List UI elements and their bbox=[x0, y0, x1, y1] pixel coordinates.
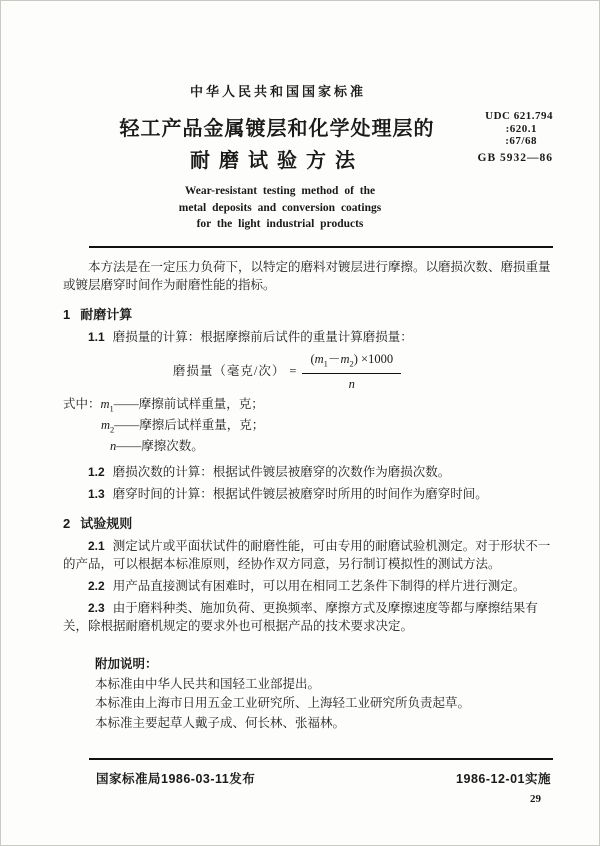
where-row-n: n——摩擦次数。 bbox=[110, 439, 204, 453]
note-line-drafted-by: 本标准由上海市日用五金工业研究所、上海轻工业研究所负责起草。 bbox=[95, 696, 471, 710]
section-1-heading bbox=[63, 306, 551, 324]
standard-number: GB 5932—86 bbox=[477, 151, 553, 164]
variable-m1: m bbox=[314, 351, 324, 366]
where-row-m2: $m_2——$摩擦后试样重量，克； bbox=[101, 418, 265, 435]
note-line-drafters: 本标准主要起草人戴子成、何长林、张福林。 bbox=[95, 715, 346, 730]
section-2-number: 2 bbox=[63, 516, 71, 531]
clause-1-3-text: 磨穿时间的计算：根据试件镀层被磨穿时所用的时间作为磨穿时间。 bbox=[112, 487, 488, 501]
clause-1-3 bbox=[63, 485, 551, 503]
udc-classification-block bbox=[478, 110, 554, 164]
variable-m2: m bbox=[340, 351, 350, 366]
document-title-en bbox=[1, 183, 559, 233]
section-2-heading bbox=[63, 515, 551, 533]
document-title-en-line3: for the light industrial products bbox=[196, 218, 364, 230]
clause-2-1-text: 测定试片或平面状试件的耐磨性能，可由专用的耐磨试验机测定。对于形状不一的产品，可以根据本标准原则，经协作双方同意，另行制订模拟性的测试方法。 bbox=[63, 539, 551, 571]
wear-loss-formula bbox=[63, 350, 511, 394]
clause-2-3-number: 2.3 bbox=[88, 601, 105, 615]
clause-1-2-number: 1.2 bbox=[88, 465, 105, 479]
footer-divider-rule bbox=[89, 758, 553, 760]
clause-2-2 bbox=[63, 577, 551, 595]
where-label: 式中： bbox=[63, 397, 101, 411]
formula-variable-definitions bbox=[63, 396, 551, 459]
note-line-proposed-by: 本标准由中华人民共和国轻工业部提出。 bbox=[95, 676, 321, 691]
clause-2-1-number: 2.1 bbox=[88, 539, 105, 553]
formula-numerator: $(m_1-m_2) \times 1000$ bbox=[302, 350, 401, 375]
clause-1-3-number: 1.3 bbox=[88, 487, 105, 501]
document-body bbox=[63, 258, 551, 734]
clause-1-1 bbox=[63, 328, 551, 346]
notes-heading: 附加说明： bbox=[95, 657, 158, 671]
clause-2-3-text: 由于磨料种类、施加负荷、更换频率、摩擦方式及摩擦速度等都与摩擦结果有关，除根据耐磨机规定的要求外也可根据产品的技术要求决定。 bbox=[63, 601, 538, 633]
clause-2-1 bbox=[63, 537, 551, 573]
section-1-number: 1 bbox=[63, 306, 71, 322]
page-number: 29 bbox=[530, 793, 541, 805]
udc-code-line3: :67/68 bbox=[505, 135, 537, 147]
formula-denominator: n bbox=[348, 377, 355, 391]
formula-factor: ×1000 bbox=[357, 351, 394, 366]
udc-code-line2: :620.1 bbox=[505, 122, 537, 135]
page-footer bbox=[1, 758, 599, 787]
header-divider-rule bbox=[89, 246, 553, 248]
clause-1-1-number: 1.1 bbox=[88, 329, 105, 344]
formula-lhs: 磨损量（毫克/次） bbox=[172, 364, 286, 379]
document-title-en-line2: metal deposits and conversion coatings bbox=[178, 201, 382, 214]
clause-2-3 bbox=[63, 599, 551, 635]
document-title-cn-line1: 轻工产品金属镀层和化学处理层的 bbox=[119, 118, 435, 140]
section-1-title: 耐磨计算 bbox=[80, 306, 133, 322]
clause-1-2-text: 磨损次数的计算：根据试件镀层被磨穿的次数作为磨损次数。 bbox=[112, 465, 451, 479]
document-title-en-line1: Wear-resistant testing method of the bbox=[184, 185, 376, 197]
footer-dates-row bbox=[96, 769, 551, 787]
clause-1-1-text: 磨损量的计算：根据摩擦前后试件的重量计算磨损量： bbox=[112, 329, 413, 344]
section-2-title: 试验规则 bbox=[80, 516, 133, 531]
clause-1-2 bbox=[63, 463, 551, 481]
additional-notes bbox=[63, 655, 551, 733]
clause-2-2-text: 用产品直接测试有困难时，可以用在相同工艺条件下制得的样片进行测定。 bbox=[112, 579, 526, 593]
effective-date: 1986-12-01实施 bbox=[456, 772, 551, 786]
udc-code-line1: UDC 621.794 bbox=[485, 110, 553, 122]
title-block bbox=[1, 110, 599, 174]
intro-paragraph: 本方法是在一定压力负荷下，以特定的磨料对镀层进行摩擦。以磨损次数、磨损重量或镀层磨穿时间作为耐磨性能的指标。 bbox=[63, 259, 551, 292]
national-standard-label: 中华人民共和国国家标准 bbox=[189, 84, 366, 99]
formula-fraction bbox=[302, 350, 401, 394]
issue-date: 国家标准局1986-03-11发布 bbox=[96, 772, 256, 786]
document-title-cn-line2: 耐磨试验方法 bbox=[190, 150, 364, 172]
clause-2-2-number: 2.2 bbox=[88, 579, 105, 593]
where-row-m1: 式中：$m_1——$摩擦前试样重量，克； bbox=[63, 397, 264, 414]
formula-equals-sign: = bbox=[289, 364, 297, 379]
